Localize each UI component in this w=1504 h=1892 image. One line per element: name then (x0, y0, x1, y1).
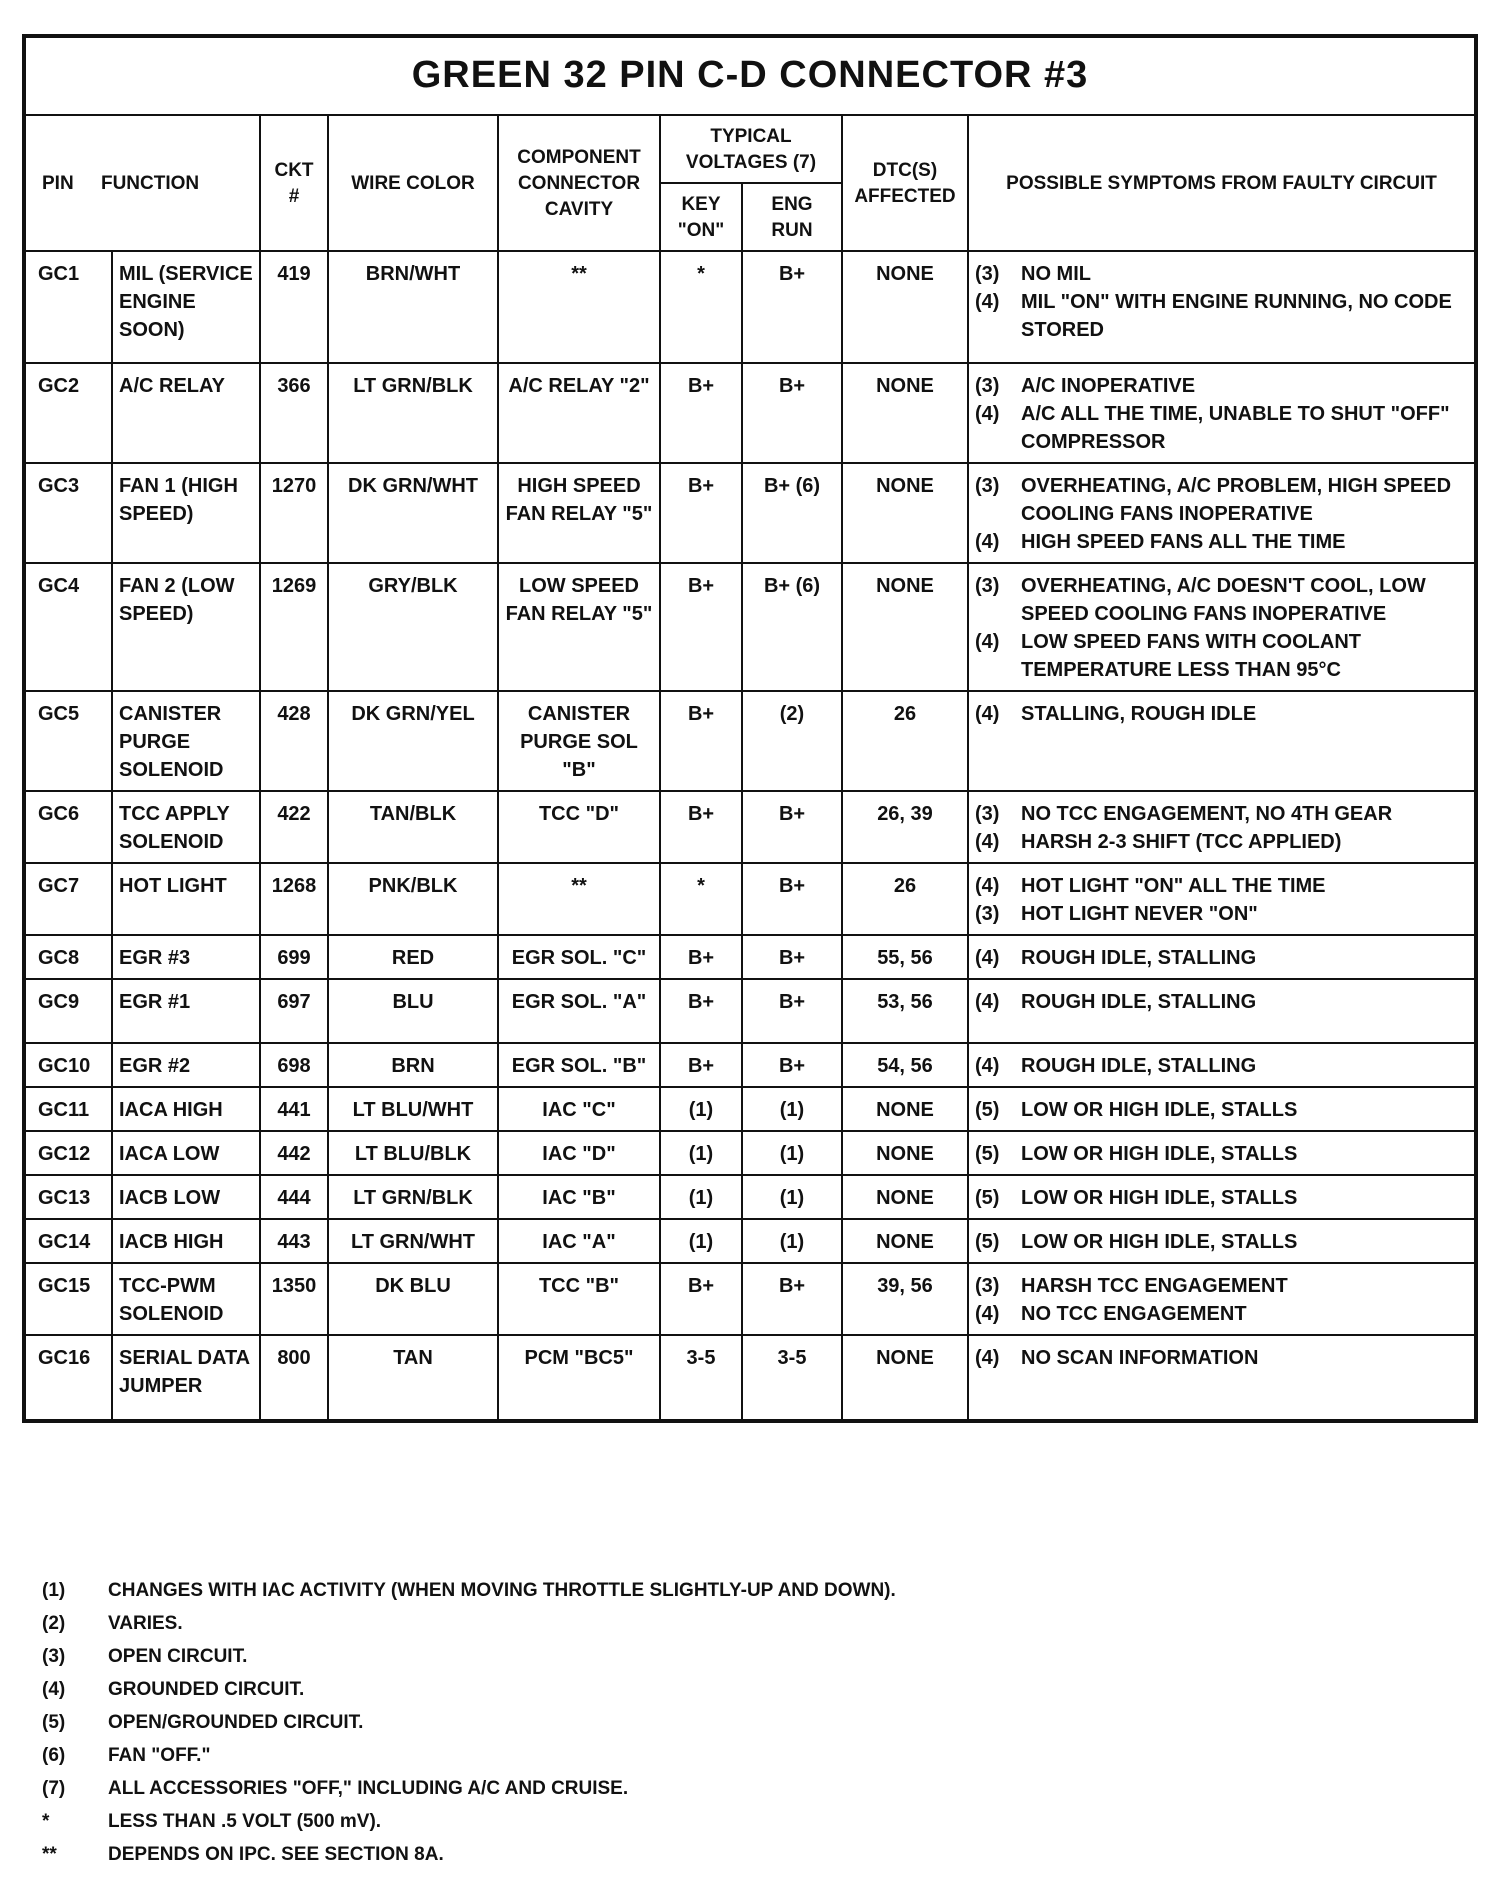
footnote-text: VARIES. (108, 1613, 183, 1634)
key-on-cell: * (660, 251, 742, 363)
dtc-cell: NONE (842, 363, 968, 463)
cavity-cell: IAC "A" (498, 1219, 660, 1263)
symptom-text: STALLING, ROUGH IDLE (1021, 703, 1257, 725)
footnote (42, 1739, 1442, 1772)
footnote (42, 1607, 1442, 1640)
function-cell: SERIAL DATA JUMPER (112, 1335, 260, 1421)
pin-cell: GC15 (24, 1263, 112, 1335)
key-on-cell: (1) (660, 1131, 742, 1175)
table-row (24, 1219, 1476, 1263)
header-row-1 (24, 115, 1476, 183)
pin-cell: GC10 (24, 1043, 112, 1087)
ckt-cell: 697 (260, 979, 328, 1043)
symptom-code: (4) (975, 291, 1000, 313)
wire-color-cell: BLU (328, 979, 498, 1043)
symptom-line (975, 372, 1468, 400)
eng-run-cell: B+ (742, 791, 842, 863)
table-row (24, 691, 1476, 791)
key-on-cell: * (660, 863, 742, 935)
symptom-text: HARSH TCC ENGAGEMENT (1021, 1275, 1288, 1297)
symptoms-cell (968, 363, 1476, 463)
symptom-code: (4) (975, 831, 1000, 853)
table-title: GREEN 32 PIN C-D CONNECTOR #3 (24, 36, 1476, 115)
wire-color-cell: LT GRN/WHT (328, 1219, 498, 1263)
eng-run-cell: (1) (742, 1219, 842, 1263)
footnote (42, 1838, 1442, 1871)
symptoms-cell (968, 1263, 1476, 1335)
eng-run-cell: B+ (742, 251, 842, 363)
symptom-code: (4) (975, 531, 1000, 553)
cavity-cell: TCC "D" (498, 791, 660, 863)
ckt-cell: 422 (260, 791, 328, 863)
symptom-text: LOW OR HIGH IDLE, STALLS (1021, 1143, 1298, 1165)
footnote-text: DEPENDS ON IPC. SEE SECTION 8A. (108, 1844, 444, 1865)
dtc-cell: 39, 56 (842, 1263, 968, 1335)
key-on-cell: B+ (660, 935, 742, 979)
symptom-code: (5) (975, 1187, 1000, 1209)
cavity-cell: IAC "D" (498, 1131, 660, 1175)
symptom-text: ROUGH IDLE, STALLING (1021, 991, 1257, 1013)
pin-cell: GC5 (24, 691, 112, 791)
symptom-text: HOT LIGHT "ON" ALL THE TIME (1021, 875, 1326, 897)
cavity-cell: PCM "BC5" (498, 1335, 660, 1421)
eng-run-header: ENG RUN (742, 183, 842, 251)
footnote-text: LESS THAN .5 VOLT (500 mV). (108, 1811, 382, 1832)
dtcs-header: DTC(S) AFFECTED (842, 115, 968, 251)
cavity-cell: IAC "B" (498, 1175, 660, 1219)
table-row (24, 1335, 1476, 1421)
symptom-text: NO SCAN INFORMATION (1021, 1347, 1259, 1369)
footnote-mark: (3) (42, 1646, 66, 1667)
ckt-header: CKT # (260, 115, 328, 251)
symptom-line (975, 472, 1468, 528)
wire-color-cell: LT BLU/BLK (328, 1131, 498, 1175)
symptom-text: LOW OR HIGH IDLE, STALLS (1021, 1187, 1298, 1209)
ckt-cell: 442 (260, 1131, 328, 1175)
ckt-cell: 441 (260, 1087, 328, 1131)
ckt-cell: 698 (260, 1043, 328, 1087)
function-cell: IACB HIGH (112, 1219, 260, 1263)
cavity-cell: HIGH SPEED FAN RELAY "5" (498, 463, 660, 563)
symptom-text: HOT LIGHT NEVER "ON" (1021, 903, 1258, 925)
function-cell: CANISTER PURGE SOLENOID (112, 691, 260, 791)
symptom-line (975, 1344, 1468, 1372)
wire-color-cell: TAN (328, 1335, 498, 1421)
dtc-cell: NONE (842, 251, 968, 363)
wire-color-cell: LT GRN/BLK (328, 363, 498, 463)
symptoms-cell (968, 1131, 1476, 1175)
eng-run-cell: B+ (742, 979, 842, 1043)
symptom-text: A/C ALL THE TIME, UNABLE TO SHUT "OFF" COMPRESSOR (1021, 403, 1450, 453)
key-on-cell: B+ (660, 1263, 742, 1335)
wire-color-cell: DK GRN/WHT (328, 463, 498, 563)
function-header: FUNCTION (100, 173, 200, 194)
connector-table (22, 34, 1478, 1423)
pin-cell: GC9 (24, 979, 112, 1043)
table-row (24, 1043, 1476, 1087)
footnote-text: OPEN CIRCUIT. (108, 1646, 248, 1667)
symptom-line (975, 1096, 1468, 1124)
symptom-line (975, 900, 1468, 928)
symptoms-cell (968, 251, 1476, 363)
cavity-cell: ** (498, 251, 660, 363)
function-cell: TCC APPLY SOLENOID (112, 791, 260, 863)
eng-run-cell: B+ (6) (742, 563, 842, 691)
table-row (24, 463, 1476, 563)
symptom-line (975, 1140, 1468, 1168)
footnote-mark: (4) (42, 1679, 66, 1700)
symptom-code: (3) (975, 375, 1000, 397)
footnote-text: CHANGES WITH IAC ACTIVITY (WHEN MOVING THROTTLE SLIGHTLY-UP AND DOWN). (108, 1580, 896, 1601)
symptom-code: (4) (975, 1303, 1000, 1325)
pin-cell: GC14 (24, 1219, 112, 1263)
symptom-text: HIGH SPEED FANS ALL THE TIME (1021, 531, 1346, 553)
dtc-cell: NONE (842, 1087, 968, 1131)
symptom-line (975, 572, 1468, 628)
footnote (42, 1640, 1442, 1673)
dtc-cell: 54, 56 (842, 1043, 968, 1087)
ckt-cell: 800 (260, 1335, 328, 1421)
pin-cell: GC7 (24, 863, 112, 935)
pin-cell: GC6 (24, 791, 112, 863)
table-row (24, 863, 1476, 935)
symptom-text: ROUGH IDLE, STALLING (1021, 947, 1257, 969)
table-row (24, 1131, 1476, 1175)
table-row (24, 1175, 1476, 1219)
key-on-cell: 3-5 (660, 1335, 742, 1421)
symptoms-cell (968, 979, 1476, 1043)
symptom-text: OVERHEATING, A/C DOESN'T COOL, LOW SPEED COOLING FANS INOPERATIVE (1021, 575, 1426, 625)
eng-run-cell: B+ (742, 1043, 842, 1087)
ckt-cell: 419 (260, 251, 328, 363)
wire-color-cell: DK GRN/YEL (328, 691, 498, 791)
ckt-cell: 1269 (260, 563, 328, 691)
title-row (24, 36, 1476, 115)
footnote-text: OPEN/GROUNDED CIRCUIT. (108, 1712, 364, 1733)
symptom-line (975, 944, 1468, 972)
cavity-cell: EGR SOL. "C" (498, 935, 660, 979)
footnote-mark: ** (42, 1844, 57, 1865)
symptom-text: HARSH 2-3 SHIFT (TCC APPLIED) (1021, 831, 1342, 853)
function-cell: EGR #2 (112, 1043, 260, 1087)
symptom-code: (3) (975, 803, 1000, 825)
cavity-cell: CANISTER PURGE SOL "B" (498, 691, 660, 791)
symptom-code: (5) (975, 1143, 1000, 1165)
cavity-cell: ** (498, 863, 660, 935)
function-cell: IACB LOW (112, 1175, 260, 1219)
ckt-cell: 366 (260, 363, 328, 463)
key-on-cell: (1) (660, 1175, 742, 1219)
symptoms-cell (968, 1043, 1476, 1087)
key-on-cell: (1) (660, 1219, 742, 1263)
symptom-code: (4) (975, 631, 1000, 653)
dtc-cell: NONE (842, 1175, 968, 1219)
symptom-line (975, 988, 1468, 1016)
wire-color-cell: RED (328, 935, 498, 979)
cavity-cell: TCC "B" (498, 1263, 660, 1335)
footnote-text: ALL ACCESSORIES "OFF," INCLUDING A/C AND CRUISE. (108, 1778, 629, 1799)
dtc-cell: 26 (842, 691, 968, 791)
function-cell: IACA HIGH (112, 1087, 260, 1131)
wire-color-cell: TAN/BLK (328, 791, 498, 863)
eng-run-cell: (1) (742, 1087, 842, 1131)
symptom-text: A/C INOPERATIVE (1021, 375, 1196, 397)
pin-cell: GC8 (24, 935, 112, 979)
footnote (42, 1574, 1442, 1607)
dtc-cell: NONE (842, 563, 968, 691)
eng-run-cell: (1) (742, 1131, 842, 1175)
symptoms-cell (968, 463, 1476, 563)
ckt-cell: 428 (260, 691, 328, 791)
key-on-cell: B+ (660, 563, 742, 691)
symptom-code: (4) (975, 1055, 1000, 1077)
symptom-line (975, 800, 1468, 828)
dtc-cell: NONE (842, 1335, 968, 1421)
footnote-text: GROUNDED CIRCUIT. (108, 1679, 305, 1700)
symptom-text: LOW OR HIGH IDLE, STALLS (1021, 1099, 1298, 1121)
symptom-code: (3) (975, 575, 1000, 597)
symptom-code: (3) (975, 1275, 1000, 1297)
footnote (42, 1805, 1442, 1838)
footnote-text: FAN "OFF." (108, 1745, 211, 1766)
symptom-line (975, 1272, 1468, 1300)
cavity-cell: A/C RELAY "2" (498, 363, 660, 463)
typical-voltages-header: TYPICAL VOLTAGES (7) (660, 115, 842, 183)
symptom-text: OVERHEATING, A/C PROBLEM, HIGH SPEED COOLING FANS INOPERATIVE (1021, 475, 1452, 525)
symptom-code: (4) (975, 403, 1000, 425)
symptom-code: (4) (975, 1347, 1000, 1369)
dtc-cell: NONE (842, 463, 968, 563)
table-row (24, 1263, 1476, 1335)
symptom-code: (4) (975, 947, 1000, 969)
key-on-header: KEY "ON" (660, 183, 742, 251)
symptom-text: LOW OR HIGH IDLE, STALLS (1021, 1231, 1298, 1253)
pin-cell: GC11 (24, 1087, 112, 1131)
pin-cell: GC2 (24, 363, 112, 463)
footnote-mark: (2) (42, 1613, 66, 1634)
wire-color-cell: GRY/BLK (328, 563, 498, 691)
table-row (24, 1087, 1476, 1131)
cavity-cell: IAC "C" (498, 1087, 660, 1131)
ckt-cell: 1350 (260, 1263, 328, 1335)
symptoms-cell (968, 791, 1476, 863)
symptom-code: (4) (975, 703, 1000, 725)
key-on-cell: B+ (660, 363, 742, 463)
symptom-code: (4) (975, 991, 1000, 1013)
dtc-cell: NONE (842, 1219, 968, 1263)
dtc-cell: 55, 56 (842, 935, 968, 979)
eng-run-cell: (1) (742, 1175, 842, 1219)
ckt-cell: 1268 (260, 863, 328, 935)
function-cell: FAN 1 (HIGH SPEED) (112, 463, 260, 563)
ckt-cell: 1270 (260, 463, 328, 563)
symptom-text: LOW SPEED FANS WITH COOLANT TEMPERATURE LESS THAN 95°C (1021, 631, 1361, 681)
cavity-cell: LOW SPEED FAN RELAY "5" (498, 563, 660, 691)
eng-run-cell: (2) (742, 691, 842, 791)
symptom-line (975, 260, 1468, 288)
eng-run-cell: 3-5 (742, 1335, 842, 1421)
key-on-cell: B+ (660, 791, 742, 863)
pin-cell: GC4 (24, 563, 112, 691)
symptoms-cell (968, 691, 1476, 791)
wire-color-cell: PNK/BLK (328, 863, 498, 935)
symptoms-cell (968, 935, 1476, 979)
symptom-code: (5) (975, 1231, 1000, 1253)
eng-run-cell: B+ (742, 863, 842, 935)
footnote (42, 1706, 1442, 1739)
table-row (24, 979, 1476, 1043)
ckt-cell: 443 (260, 1219, 328, 1263)
key-on-cell: B+ (660, 463, 742, 563)
function-cell: TCC-PWM SOLENOID (112, 1263, 260, 1335)
footnote-mark: (6) (42, 1745, 66, 1766)
symptom-line (975, 628, 1468, 684)
symptom-text: ROUGH IDLE, STALLING (1021, 1055, 1257, 1077)
table-body (24, 251, 1476, 1421)
dtc-cell: NONE (842, 1131, 968, 1175)
pin-cell: GC3 (24, 463, 112, 563)
symptom-code: (4) (975, 875, 1000, 897)
function-cell: IACA LOW (112, 1131, 260, 1175)
dtc-cell: 26, 39 (842, 791, 968, 863)
table-row (24, 363, 1476, 463)
ckt-cell: 444 (260, 1175, 328, 1219)
symptom-text: NO MIL (1021, 263, 1091, 285)
symptom-line (975, 1184, 1468, 1212)
function-cell: FAN 2 (LOW SPEED) (112, 563, 260, 691)
symptom-text: NO TCC ENGAGEMENT (1021, 1303, 1247, 1325)
cavity-cell: EGR SOL. "A" (498, 979, 660, 1043)
dtc-cell: 26 (842, 863, 968, 935)
footnote-mark: * (42, 1811, 50, 1832)
symptoms-cell (968, 1335, 1476, 1421)
pin-cell: GC1 (24, 251, 112, 363)
symptom-line (975, 700, 1468, 728)
symptom-line (975, 288, 1468, 344)
table-row (24, 563, 1476, 691)
pin-header: PIN (42, 173, 74, 194)
pin-cell: GC16 (24, 1335, 112, 1421)
symptoms-cell (968, 563, 1476, 691)
symptom-code: (3) (975, 903, 1000, 925)
dtc-cell: 53, 56 (842, 979, 968, 1043)
cavity-cell: EGR SOL. "B" (498, 1043, 660, 1087)
symptoms-cell (968, 1219, 1476, 1263)
key-on-cell: (1) (660, 1087, 742, 1131)
function-cell: EGR #1 (112, 979, 260, 1043)
wire-color-cell: BRN (328, 1043, 498, 1087)
symptom-line (975, 1300, 1468, 1328)
pin-function-header (24, 115, 260, 251)
table-row (24, 251, 1476, 363)
wire-color-cell: BRN/WHT (328, 251, 498, 363)
symptom-text: NO TCC ENGAGEMENT, NO 4TH GEAR (1021, 803, 1393, 825)
footnote (42, 1673, 1442, 1706)
pin-cell: GC12 (24, 1131, 112, 1175)
symptom-line (975, 528, 1468, 556)
footnote-mark: (1) (42, 1580, 66, 1601)
function-cell: HOT LIGHT (112, 863, 260, 935)
symptom-line (975, 1228, 1468, 1256)
symptom-code: (5) (975, 1099, 1000, 1121)
symptom-line (975, 828, 1468, 856)
eng-run-cell: B+ (742, 363, 842, 463)
footnotes (42, 1574, 1442, 1871)
eng-run-cell: B+ (742, 935, 842, 979)
wire-color-cell: LT BLU/WHT (328, 1087, 498, 1131)
table-row (24, 791, 1476, 863)
table-row (24, 935, 1476, 979)
wire-color-header: WIRE COLOR (328, 115, 498, 251)
eng-run-cell: B+ (6) (742, 463, 842, 563)
symptom-line (975, 872, 1468, 900)
eng-run-cell: B+ (742, 1263, 842, 1335)
symptoms-cell (968, 1087, 1476, 1131)
symptom-line (975, 400, 1468, 456)
key-on-cell: B+ (660, 979, 742, 1043)
function-cell: A/C RELAY (112, 363, 260, 463)
key-on-cell: B+ (660, 691, 742, 791)
symptom-code: (3) (975, 263, 1000, 285)
symptom-text: MIL "ON" WITH ENGINE RUNNING, NO CODE STORED (1021, 291, 1452, 341)
ckt-cell: 699 (260, 935, 328, 979)
wire-color-cell: DK BLU (328, 1263, 498, 1335)
function-cell: EGR #3 (112, 935, 260, 979)
footnote-mark: (5) (42, 1712, 66, 1733)
function-cell: MIL (SERVICE ENGINE SOON) (112, 251, 260, 363)
symptoms-header: POSSIBLE SYMPTOMS FROM FAULTY CIRCUIT (968, 115, 1476, 251)
connector-sheet (22, 34, 1474, 1423)
key-on-cell: B+ (660, 1043, 742, 1087)
symptoms-cell (968, 1175, 1476, 1219)
symptom-line (975, 1052, 1468, 1080)
footnote (42, 1772, 1442, 1805)
component-cavity-header: COMPONENT CONNECTOR CAVITY (498, 115, 660, 251)
symptoms-cell (968, 863, 1476, 935)
footnote-mark: (7) (42, 1778, 66, 1799)
symptom-code: (3) (975, 475, 1000, 497)
wire-color-cell: LT GRN/BLK (328, 1175, 498, 1219)
pin-cell: GC13 (24, 1175, 112, 1219)
